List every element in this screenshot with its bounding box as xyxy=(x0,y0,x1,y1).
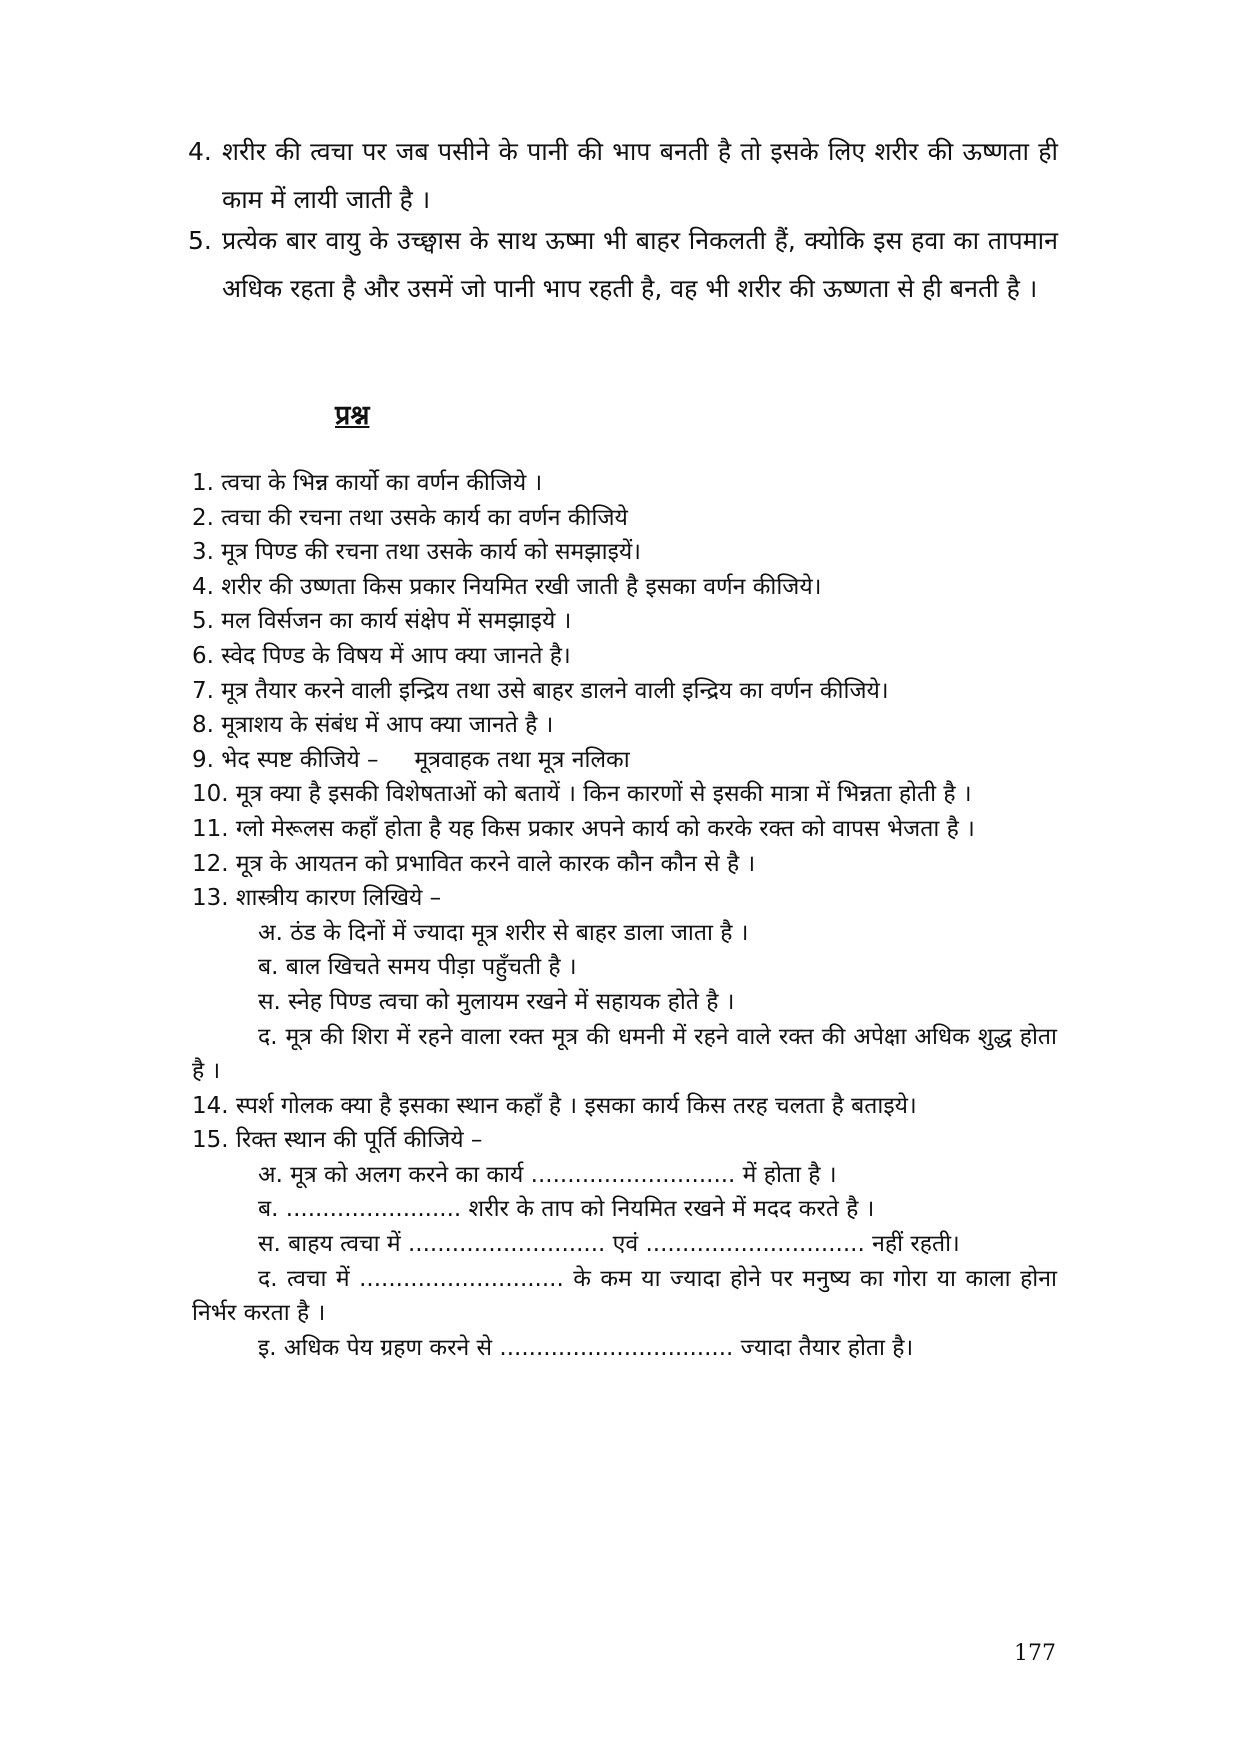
question-item: 4. शरीर की उष्णता किस प्रकार नियमित रखी जाती है इसका वर्णन कीजिये। xyxy=(192,573,822,600)
sub-question-item: अ. ठंड के दिनों में ज्यादा मूत्र शरीर से बाहर डाला जाता है । xyxy=(258,919,749,946)
question-text: 9. भेद स्पष्ट कीजिये – xyxy=(192,746,379,773)
sub-question-item: द. मूत्र की शिरा में रहने वाला रक्त मूत्र की धमनी में रहने वाले रक्त की अपेक्षा अधिक शुद्ध होता है । xyxy=(192,1023,1057,1085)
question-text: मूत्रवाहक तथा मूत्र नलिका xyxy=(414,746,630,773)
sub-question-item: ब. ........................ शरीर के ताप को नियमित रखने में मदद करते है । xyxy=(258,1196,875,1223)
sub-question-item: अ. मूत्र को अलग करने का कार्य ............................ में होता है । xyxy=(258,1161,837,1188)
question-item xyxy=(192,743,1057,778)
question-item: 10. मूत्र क्या है इसकी विशेषताओं को बतायें । किन कारणों से इसकी मात्रा में भिन्नता होती है । xyxy=(192,781,972,808)
sub-question-item: स. बाहय त्वचा में ........................... एवं .............................. नहीं रहती। xyxy=(258,1231,960,1258)
paragraph-text: प्रत्येक बार वायु के उच्छ्वास के साथ ऊष्मा भी बाहर निकलती हैं, क्योकि इस हवा का तापमान अधिक रहता है और उसमें जो पानी भाप रहती है, वह भी शरीर की ऊष्णता से ही बनती है । xyxy=(222,226,1058,303)
question-item: 13. शास्त्रीय कारण लिखिये – xyxy=(192,885,442,912)
sub-question-item: इ. अधिक पेय ग्रहण करने से ................................ ज्यादा तैयार होता है। xyxy=(258,1334,914,1361)
paragraph-4 xyxy=(188,128,1058,224)
question-item: 3. मूत्र पिण्ड की रचना तथा उसके कार्य को समझाइयें। xyxy=(192,539,641,566)
question-item: 1. त्वचा के भिन्न कार्यो का वर्णन कीजिये । xyxy=(192,470,543,496)
sub-question-item: द. त्वचा में ............................ के कम या ज्यादा होने पर मनुष्य का गोरा या काला होना निर्भर करता है । xyxy=(192,1265,1057,1327)
question-item: 5. मल विर्सजन का कार्य संक्षेप में समझाइये । xyxy=(192,608,572,635)
paragraph-number: 4. xyxy=(188,137,212,166)
paragraph-5 xyxy=(188,217,1058,313)
question-item: 8. मूत्राशय के संबंध में आप क्या जानते है । xyxy=(192,712,554,739)
sub-question-item: ब. बाल खिचते समय पीड़ा पहुँचती है । xyxy=(258,954,577,981)
question-item: 2. त्वचा की रचना तथा उसके कार्य का वर्णन कीजिये xyxy=(192,504,628,531)
question-list xyxy=(192,466,1057,1365)
question-item: 6. स्वेद पिण्ड के विषय में आप क्या जानते है। xyxy=(192,642,571,669)
question-item: 15. रिक्त स्थान की पूर्ति कीजिये – xyxy=(192,1127,483,1154)
page-number: 177 xyxy=(1014,1641,1056,1666)
section-heading: प्रश्न xyxy=(335,400,370,431)
question-item: 11. ग्लो मेरूलस कहाँ होता है यह किस प्रकार अपने कार्य को करके रक्त को वापस भेजता है । xyxy=(192,815,975,842)
paragraph-text: शरीर की त्वचा पर जब पसीने के पानी की भाप बनती है तो इसके लिए शरीर की ऊष्णता ही काम में लायी जाती है । xyxy=(222,137,1058,214)
sub-question-item: स. स्नेह पिण्ड त्वचा को मुलायम रखने में सहायक होते है । xyxy=(258,988,735,1015)
paragraph-number: 5. xyxy=(188,226,212,255)
question-item: 12. मूत्र के आयतन को प्रभावित करने वाले कारक कौन कौन से है । xyxy=(192,850,756,877)
question-item: 7. मूत्र तैयार करने वाली इन्द्रिय तथा उसे बाहर डालने वाली इन्द्रिय का वर्णन कीजिये। xyxy=(192,677,889,704)
question-item: 14. स्पर्श गोलक क्या है इसका स्थान कहाँ है । इसका कार्य किस तरह चलता है बताइये। xyxy=(192,1092,917,1119)
